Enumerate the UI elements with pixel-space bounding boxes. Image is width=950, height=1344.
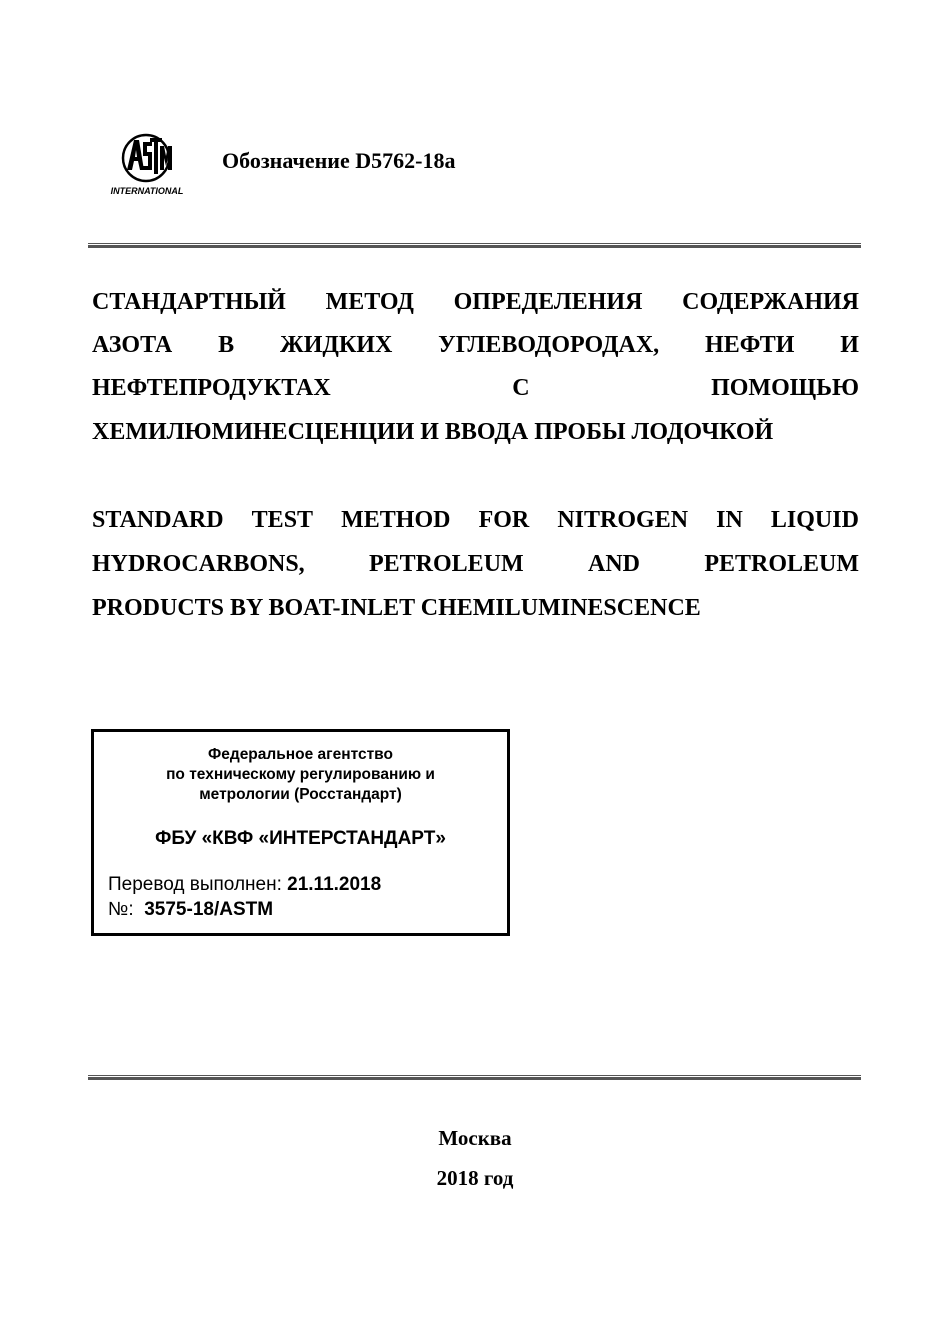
title-ru-line-2 bbox=[92, 331, 859, 359]
translation-date-label: Перевод выполнен: bbox=[108, 874, 288, 895]
agency-line: метрологии (Росстандарт) bbox=[199, 786, 402, 803]
title-word: NITROGEN bbox=[557, 507, 689, 533]
title-word: АЗОТА bbox=[92, 332, 173, 358]
translation-number-label: №: bbox=[108, 899, 145, 920]
title-word: УГЛЕВОДОРОДАХ, bbox=[438, 332, 660, 358]
title-word: В bbox=[218, 332, 235, 358]
title-word: С bbox=[512, 375, 530, 401]
title-en-line-3: PRODUCTS BY BOAT-INLET CHEMILUMINESCENCE bbox=[92, 595, 701, 621]
title-word: HYDROCARBONS, bbox=[92, 551, 305, 577]
title-word: НЕФТЕПРОДУКТАХ bbox=[92, 375, 331, 401]
bottom-divider bbox=[88, 1075, 861, 1080]
translation-number-row bbox=[108, 899, 273, 921]
title-word: AND bbox=[588, 551, 640, 577]
year: 2018 год bbox=[436, 1166, 514, 1190]
translation-stamp bbox=[91, 729, 510, 936]
title-word: PETROLEUM bbox=[369, 551, 524, 577]
city: Москва bbox=[438, 1126, 512, 1150]
designation: Обозначение D5762-18a bbox=[222, 148, 456, 173]
organization-name: ФБУ «КВФ «ИНТЕРСТАНДАРТ» bbox=[155, 828, 446, 849]
title-word: LIQUID bbox=[770, 507, 859, 533]
translation-number: 3575-18/ASTM bbox=[144, 899, 274, 920]
title-ru-line-1 bbox=[92, 288, 859, 316]
title-en-line-1 bbox=[92, 506, 859, 534]
title-word: PETROLEUM bbox=[704, 551, 859, 577]
agency-line: Федеральное агентство bbox=[208, 746, 393, 763]
title-word: ЖИДКИХ bbox=[279, 332, 393, 358]
title-word: СТАНДАРТНЫЙ bbox=[92, 289, 286, 315]
astm-logo-icon bbox=[106, 126, 188, 198]
astm-logo bbox=[106, 126, 188, 198]
title-word: ОПРЕДЕЛЕНИЯ bbox=[453, 289, 643, 315]
title-word: METHOD bbox=[341, 507, 451, 533]
title-word: МЕТОД bbox=[325, 289, 414, 315]
translation-date: 21.11.2018 bbox=[287, 874, 382, 895]
translation-date-row bbox=[108, 874, 381, 896]
title-word: ПОМОЩЬЮ bbox=[711, 375, 859, 401]
title-ru-line-4: ХЕМИЛЮМИНЕСЦЕНЦИИ И ВВОДА ПРОБЫ ЛОДОЧКОЙ bbox=[92, 419, 774, 445]
logo-subtext: INTERNATIONAL bbox=[110, 186, 184, 196]
title-ru-line-3 bbox=[92, 374, 859, 402]
title-en-line-2 bbox=[92, 550, 859, 578]
title-word: FOR bbox=[478, 507, 530, 533]
agency-name bbox=[94, 745, 507, 805]
title-word: STANDARD bbox=[92, 507, 224, 533]
title-word: НЕФТИ bbox=[705, 332, 795, 358]
title-word: СОДЕРЖАНИЯ bbox=[682, 289, 859, 315]
title-word: IN bbox=[716, 507, 743, 533]
agency-line: по техническому регулированию и bbox=[166, 766, 435, 783]
top-divider bbox=[88, 243, 861, 248]
title-word: TEST bbox=[251, 507, 314, 533]
title-word: И bbox=[840, 332, 859, 358]
